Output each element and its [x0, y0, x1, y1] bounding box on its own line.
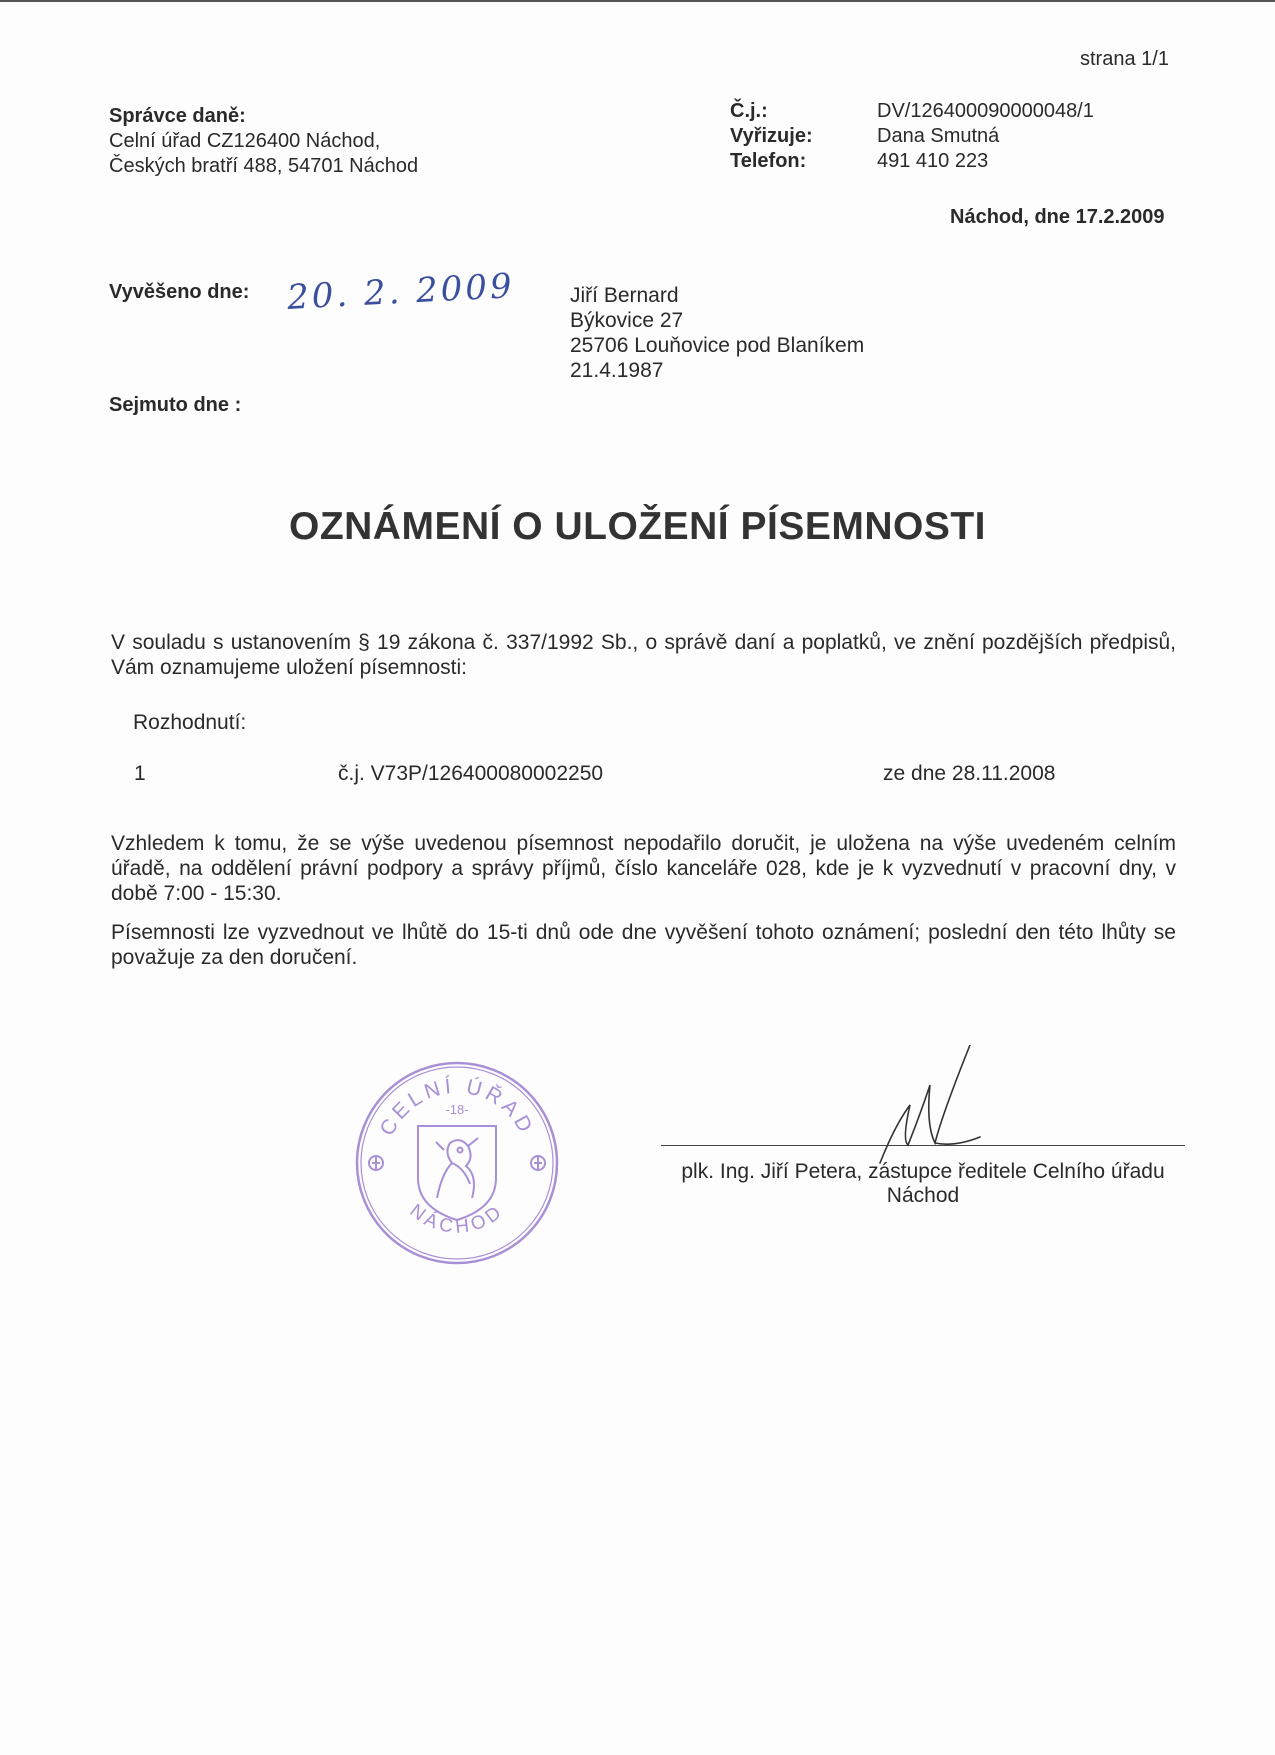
document-title: OZNÁMENÍ O ULOŽENÍ PÍSEMNOSTI [288, 505, 987, 548]
reference-block [730, 99, 1094, 174]
posted-date-label: Vyvěšeno dne: [109, 281, 250, 303]
handler-label: Vyřizuje: [730, 125, 813, 147]
recipient-street: Býkovice 27 [570, 309, 684, 332]
handler-value: Dana Smutná [877, 125, 1000, 147]
ref-number-label: Č.j.: [730, 100, 768, 122]
recipient-name: Jiří Bernard [570, 284, 679, 307]
issuer-address: Českých bratří 488, 54701 Náchod [109, 155, 419, 177]
issuer-office: Celní úřad CZ126400 Náchod, [109, 130, 381, 152]
recipient-address [570, 283, 864, 383]
phone-row [730, 149, 1094, 174]
handwritten-posted-date: 20. 2. 2009 [286, 266, 516, 318]
deadline-paragraph: Písemnosti lze vyzvednout ve lhůtě do 15-ti dnů ode dne vyvěšení tohoto oznámení; poslední den této lhůty se považuje za den doručení. [111, 921, 1176, 969]
recipient-birth-date: 21.4.1987 [570, 359, 664, 382]
signatory-name: plk. Ing. Jiří Petera, zástupce ředitele Celního úřadu Náchod [681, 1160, 1165, 1207]
stamp-number: -18- [445, 1102, 469, 1117]
item-reference: č.j. V73P/126400080002250 [338, 762, 604, 785]
stamp-side-ornament-icons [369, 1156, 545, 1170]
phone-label: Telefon: [730, 150, 807, 172]
intro-paragraph: V souladu s ustanovením § 19 zákona č. 337/1992 Sb., o správě daní a poplatků, ve znění pozdějších předpisů, Vám oznamujeme uložení písemnosti: [111, 631, 1176, 679]
removed-date-label: Sejmuto dne : [109, 394, 242, 416]
handwritten-signature [860, 1045, 1000, 1175]
official-stamp [352, 1058, 562, 1268]
stamp-bottom-text: NÁCHOD [405, 1200, 509, 1238]
pickup-paragraph: Vzhledem k tomu, že se výše uvedenou písemnost nepodařilo doručit, je uložena na výše uvedeném celním úřadě, na oddělení právní podpory a správy příjmů, číslo kanceláře 028, kde je k vyzvednutí v pracovní dny, v době 7:00 - 15:30. [111, 832, 1176, 905]
stamp-top-text: CELNÍ ÚŘAD [375, 1074, 539, 1140]
page-number: strana 1/1 [1080, 48, 1169, 70]
reference-row [730, 99, 1094, 124]
ref-number-value: DV/126400090000048/1 [877, 100, 1094, 122]
recipient-city: 25706 Louňovice pod Blaníkem [570, 334, 865, 357]
decision-label: Rozhodnutí: [133, 711, 247, 734]
phone-value: 491 410 223 [877, 150, 989, 172]
handler-row [730, 124, 1094, 149]
issue-date: Náchod, dne 17.2.2009 [950, 206, 1165, 228]
top-edge-rule [0, 0, 1275, 2]
tax-administrator-block [109, 104, 418, 179]
item-number: 1 [134, 762, 146, 785]
issuer-label: Správce daně: [109, 105, 246, 127]
item-date: ze dne 28.11.2008 [883, 762, 1056, 785]
stamp-coat-of-arms-icon [418, 1126, 496, 1220]
